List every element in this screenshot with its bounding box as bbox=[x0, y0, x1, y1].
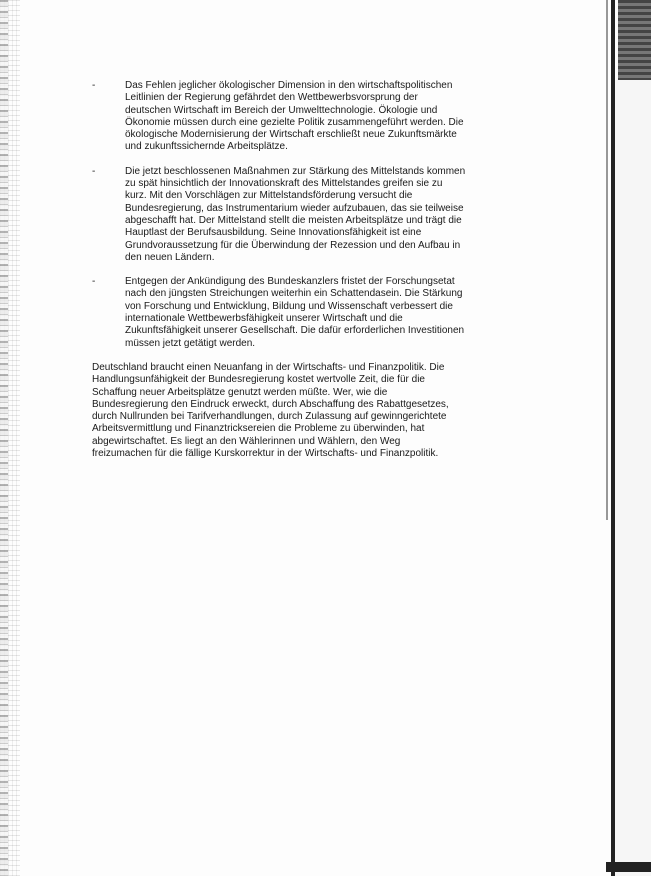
scan-edge-left-inner bbox=[0, 0, 8, 876]
closing-paragraph: Deutschland braucht einen Neuanfang in der Wirtschafts- und Finanzpolitik. Die Handlungsunfähigkeit der Bundesregierung kostet wertvolle Zeit, die für die Schaffung neuer Arbeitsplätze genutzt werden müßte. Wer, wie die Bundesregierung den Eindruck erweckt, durch Abschaffung des Rabattgesetzes, durch Nullrunden bei Tarifverhandlungen, durch Zulassung auf gewinngerichtete Arbeitsvermittlung und Finanztricksereien die Probleme zu überwinden, hat abgewirtschaftet. Es liegt an den Wählerinnen und Wählern, den Weg freizumachen für die fällige Kurskorrektur in der Wirtschafts- und Finanzpolitik. bbox=[92, 361, 449, 460]
bullet-dash: - bbox=[92, 165, 96, 177]
bullet-item bbox=[92, 80, 512, 154]
bullet-dash: - bbox=[92, 80, 96, 91]
document-body bbox=[92, 80, 512, 460]
scan-strip-right bbox=[615, 80, 651, 876]
bullet-item bbox=[92, 276, 512, 350]
bullet-paragraph: Die jetzt beschlossenen Maßnahmen zur Stärkung des Mittelstands kommen zu spät hinsichtlich der Innovationskraft des Mittelstandes greifen sie zu kurz. Mit den Vorschlägen zur Mittelstandsförderung versucht die Bundesregierung, das Instrumentarium wieder aufzubauen, das sie teilweise abgeschafft hat. Der Mittelstand stellt die meisten Arbeitsplätze und trägt die Hauptlast der Berufsausbildung. Seine Innovationsfähigkeit ist eine Grundvoraussetzung für die Überwindung der Rezession und den Aufbau in den neuen Ländern. bbox=[125, 165, 466, 263]
scan-block-top-right bbox=[618, 0, 651, 80]
bullet-item bbox=[92, 166, 512, 264]
scan-line-right bbox=[606, 0, 608, 520]
bullet-paragraph: Entgegen der Ankündigung des Bundeskanzlers fristet der Forschungsetat nach den jüngsten Streichungen weiterhin ein Schattendasein. Die Stärkung von Forschung und Entwicklung, Bildung und Wissenschaft verbessert die internationale Wettbewerbsfähigkeit unserer Wirtschaft und die Zukunftsfähigkeit unserer Gesellschaft. Die dafür erforderlichen Investitionen müssen jetzt getätigt werden. bbox=[125, 276, 465, 349]
bullet-paragraph: Das Fehlen jeglicher ökologischer Dimension in den wirtschaftspolitischen Leitlinien der Regierung gefährdet den Wettbewerbsvorsprung der deutschen Wirtschaft im Bereich der Umwelttechnologie. Ökologie und Ökonomie müssen durch eine gezielte Politik zusammengeführt werden. Die ökologische Modernisierung der Wirtschaft erschließt neue Zukunftsmärkte und zukunftssichernde Arbeitsplätze. bbox=[125, 80, 464, 153]
bullet-dash: - bbox=[92, 276, 96, 288]
scan-mark-bottom-right bbox=[606, 862, 651, 872]
